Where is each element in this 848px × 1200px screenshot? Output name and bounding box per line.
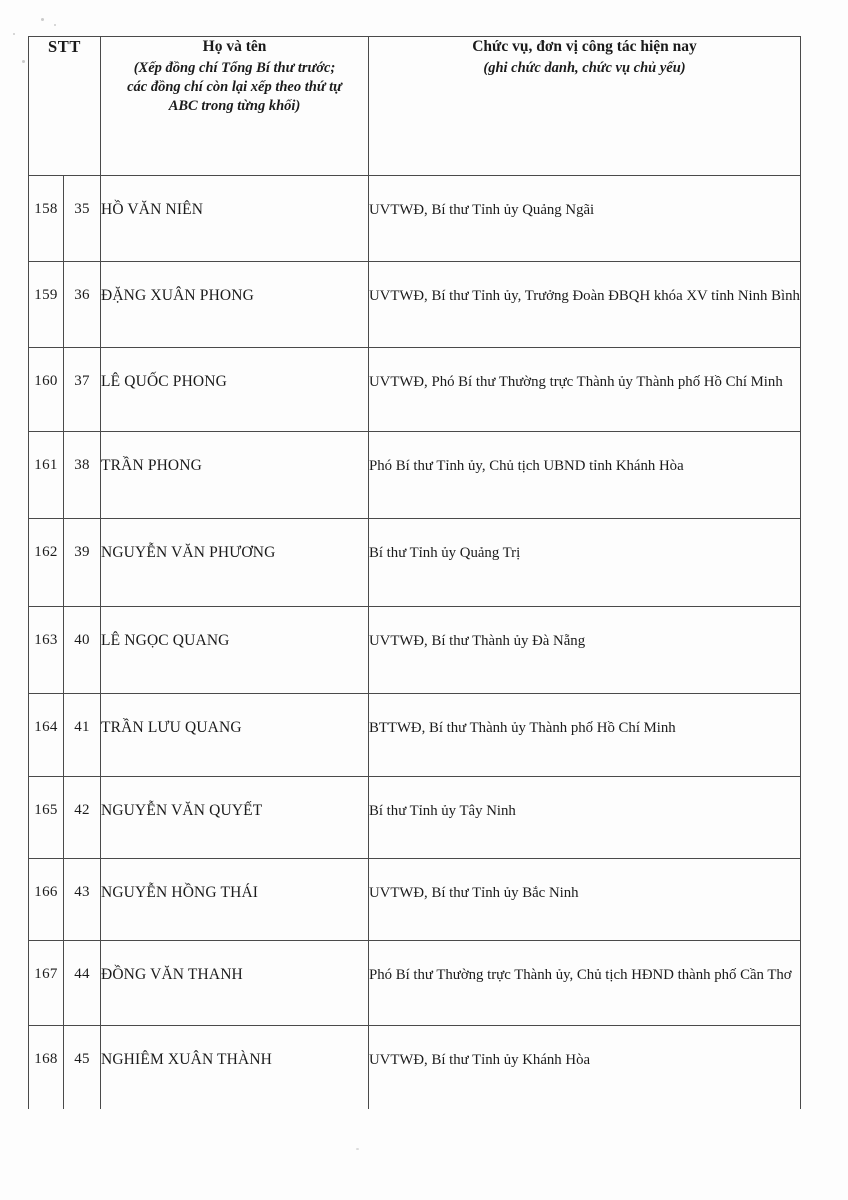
cell-position (369, 941, 801, 1026)
cell-stt-main (29, 1026, 64, 1110)
cell-position (369, 1026, 801, 1110)
cell-name-text: LÊ NGỌC QUANG (101, 632, 230, 649)
cell-stt-sub (64, 859, 101, 941)
cell-stt-main (29, 607, 64, 694)
cell-position-text: UVTWĐ, Bí thư Tỉnh ủy Khánh Hòa (369, 1052, 591, 1068)
cell-stt-sub (64, 519, 101, 607)
header-row (29, 37, 801, 176)
cell-position (369, 262, 801, 348)
cell-stt-sub (64, 176, 101, 262)
cell-name-text: ĐỒNG VĂN THANH (101, 966, 243, 983)
cell-stt-main-text: 160 (34, 373, 58, 389)
table-row (29, 348, 801, 432)
column-header-name-note (101, 59, 368, 117)
scan-speckle (41, 18, 44, 21)
cell-position (369, 694, 801, 777)
cell-stt-main-text: 163 (34, 632, 58, 648)
registry-table (28, 36, 801, 1109)
cell-name-text: NGUYỄN HỒNG THÁI (101, 884, 259, 901)
column-header-name-note-line1: (Xếp đồng chí Tổng Bí thư trước; (133, 59, 336, 76)
column-header-name-note-line3: ABC trong từng khối) (168, 98, 301, 115)
cell-stt-sub-text: 39 (74, 544, 90, 560)
cell-name-text: TRẦN PHONG (101, 457, 202, 474)
cell-name (101, 607, 369, 694)
cell-position (369, 432, 801, 519)
cell-stt-sub (64, 777, 101, 859)
table-body (29, 176, 801, 1110)
column-header-stt: STT (29, 37, 101, 176)
cell-position (369, 777, 801, 859)
cell-stt-sub (64, 432, 101, 519)
cell-stt-main-text: 168 (34, 1051, 58, 1067)
cell-stt-sub (64, 348, 101, 432)
cell-name (101, 941, 369, 1026)
cell-stt-main-text: 161 (34, 457, 58, 473)
cell-stt-sub-text: 37 (74, 373, 90, 389)
cell-position-text: Phó Bí thư Tỉnh ủy, Chủ tịch UBND tỉnh Khánh Hòa (369, 458, 684, 474)
cell-position (369, 176, 801, 262)
cell-stt-sub-text: 35 (74, 201, 90, 217)
cell-stt-main-text: 166 (34, 884, 58, 900)
cell-name (101, 348, 369, 432)
column-header-name-note-line2: các đồng chí còn lại xếp theo thứ tự (127, 78, 342, 95)
cell-stt-sub-text: 36 (74, 287, 90, 303)
cell-name-text: NGUYỄN VĂN QUYẾT (101, 802, 263, 819)
table-row (29, 777, 801, 859)
cell-position-text: UVTWĐ, Phó Bí thư Thường trực Thành ủy Thành phố Hồ Chí Minh (369, 374, 783, 390)
cell-position (369, 519, 801, 607)
registry-table-container (28, 36, 800, 1109)
cell-position (369, 348, 801, 432)
cell-stt-main (29, 348, 64, 432)
cell-name-text: NGHIÊM XUÂN THÀNH (101, 1051, 273, 1068)
cell-position-text: Bí thư Tỉnh ủy Quảng Trị (369, 545, 521, 561)
cell-stt-sub-text: 38 (74, 457, 90, 473)
scan-speckle (54, 24, 56, 26)
cell-name-text: HỒ VĂN NIÊN (101, 201, 204, 218)
cell-stt-main (29, 262, 64, 348)
cell-stt-sub-text: 45 (74, 1051, 90, 1067)
table-row (29, 262, 801, 348)
cell-name-text: LÊ QUỐC PHONG (101, 373, 227, 390)
cell-position-text: UVTWĐ, Bí thư Tỉnh ủy Quảng Ngãi (369, 202, 595, 218)
cell-stt-main-text: 159 (34, 287, 58, 303)
scan-speckle (13, 33, 15, 35)
cell-position-text: UVTWĐ, Bí thư Thành ủy Đà Nẵng (369, 633, 586, 649)
cell-stt-main (29, 432, 64, 519)
cell-stt-main (29, 777, 64, 859)
cell-stt-main (29, 519, 64, 607)
table-row (29, 941, 801, 1026)
column-header-name (101, 37, 369, 176)
cell-stt-sub-text: 44 (74, 966, 90, 982)
cell-name (101, 262, 369, 348)
cell-name (101, 432, 369, 519)
cell-stt-main (29, 859, 64, 941)
column-header-position-note: (ghi chức danh, chức vụ chủ yếu) (483, 59, 686, 76)
cell-name (101, 176, 369, 262)
cell-position-text: UVTWĐ, Bí thư Tỉnh ủy Bắc Ninh (369, 885, 579, 901)
cell-position-text: UVTWĐ, Bí thư Tỉnh ủy, Trưởng Đoàn ĐBQH khóa XV tỉnh Ninh Bình (369, 288, 800, 304)
cell-stt-sub (64, 607, 101, 694)
table-header (29, 37, 801, 176)
cell-name-text: NGUYỄN VĂN PHƯƠNG (101, 544, 276, 561)
cell-position (369, 859, 801, 941)
cell-name (101, 1026, 369, 1110)
cell-stt-sub-text: 43 (74, 884, 90, 900)
cell-position-text: Bí thư Tỉnh ủy Tây Ninh (369, 803, 516, 819)
table-row (29, 519, 801, 607)
cell-stt-sub-text: 40 (74, 632, 90, 648)
cell-name (101, 694, 369, 777)
cell-stt-main-text: 167 (34, 966, 58, 982)
cell-name (101, 519, 369, 607)
cell-stt-main-text: 164 (34, 719, 58, 735)
column-header-position (369, 37, 801, 176)
cell-stt-main-text: 162 (34, 544, 58, 560)
table-row (29, 607, 801, 694)
cell-name-text: ĐẶNG XUÂN PHONG (101, 287, 254, 304)
cell-stt-sub (64, 694, 101, 777)
column-header-position-title: Chức vụ, đơn vị công tác hiện nay (472, 38, 697, 55)
cell-position-text: Phó Bí thư Thường trực Thành ủy, Chủ tịch HĐND thành phố Cần Thơ (369, 967, 792, 983)
cell-stt-sub (64, 941, 101, 1026)
cell-stt-sub (64, 262, 101, 348)
cell-name-text: TRẦN LƯU QUANG (101, 719, 242, 736)
table-row (29, 176, 801, 262)
cell-stt-main (29, 941, 64, 1026)
table-row (29, 859, 801, 941)
cell-position (369, 607, 801, 694)
cell-stt-main (29, 176, 64, 262)
cell-stt-sub (64, 1026, 101, 1110)
cell-name (101, 859, 369, 941)
scan-speckle (356, 1148, 359, 1150)
cell-stt-sub-text: 42 (74, 802, 90, 818)
cell-position-text: BTTWĐ, Bí thư Thành ủy Thành phố Hồ Chí Minh (369, 720, 676, 736)
cell-stt-main-text: 165 (34, 802, 58, 818)
cell-stt-main (29, 694, 64, 777)
cell-stt-sub-text: 41 (74, 719, 90, 735)
column-header-name-title: Họ và tên (202, 38, 267, 55)
table-row (29, 694, 801, 777)
table-row (29, 432, 801, 519)
cell-stt-main-text: 158 (34, 201, 58, 217)
table-row (29, 1026, 801, 1110)
cell-name (101, 777, 369, 859)
scan-speckle (22, 60, 25, 63)
